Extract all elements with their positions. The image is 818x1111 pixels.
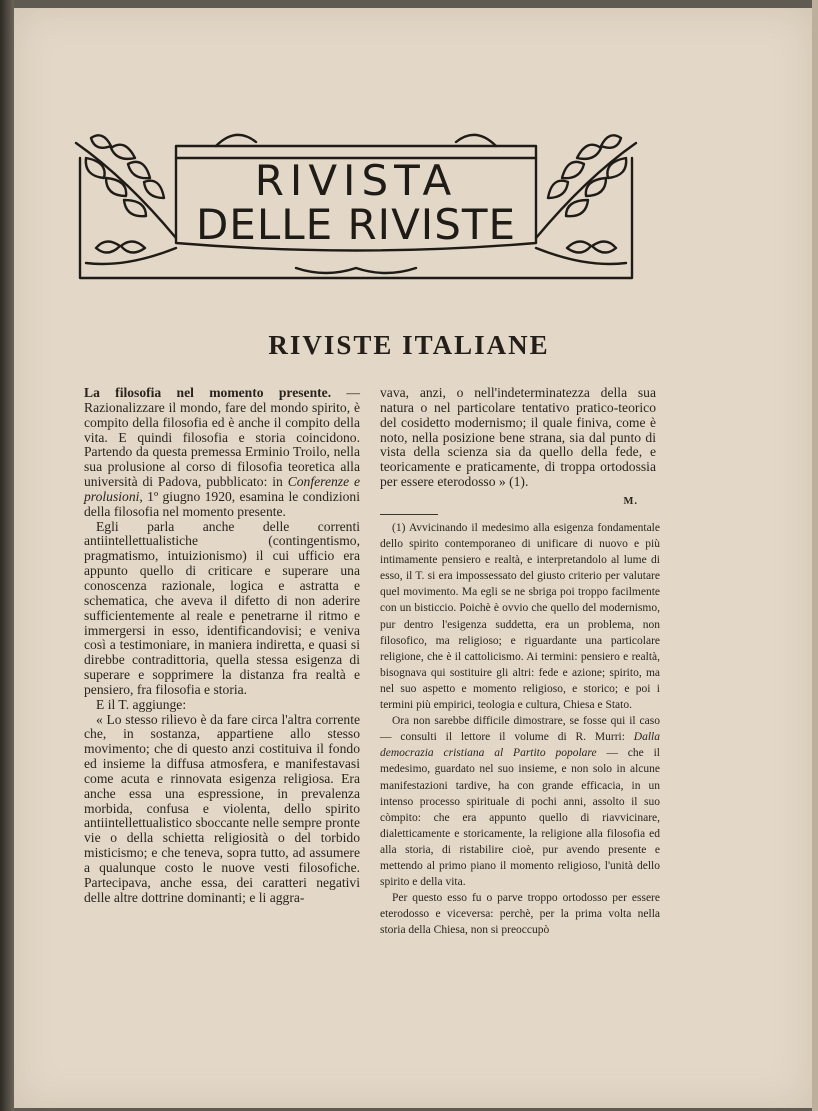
article-paragraph-3: E il T. aggiunge: [96, 696, 187, 712]
masthead-line-1: RIVISTA [254, 156, 458, 205]
section-title: RIVISTE ITALIANE [268, 330, 550, 360]
article-p1-end: , 1º giugno 1920, esamina le condizioni della filosofia nel momento presente. [84, 488, 360, 519]
footnote-rule [380, 514, 438, 515]
article-lead-title: La filosofia nel momento presente. [84, 385, 332, 400]
footnote-3: Per questo esso fu o parve troppo ortodosso per essere eterodosso e viceversa: perchè, per la prima volta nella storia della Chiesa, non si preoccupò [380, 892, 660, 937]
article-column-right [380, 386, 656, 490]
page-binding-edge [0, 0, 14, 1111]
masthead-line-2: DELLE RIVISTE [195, 200, 517, 249]
page-right-edge [812, 0, 818, 1111]
cited-book-title: Dalla democrazia cristiana al Partito popolare [380, 731, 660, 760]
footnotes [380, 520, 660, 938]
article-paragraph-4-continued: vava, anzi, o nell'indeterminatezza della sua natura o nel particolare tentativo pratico-teorico del cosidetto modernismo; il quale finiva, come è noto, nella posizione bene strana, sia dal punto di vista della scienza sia da quello della fede, e teoricamente e praticamente, di troppa ortodossia per essere eterodosso » (1). [380, 385, 656, 490]
footnote-2-text-b: — che il medesimo, guardato nel suo insieme, e non solo in alcune manifestazioni tardive, ha con grande efficacia, in un intenso processo spirituale di pochi anni, assolto il suo còmpito: che era appunto quello di riavvicinare, dialetticamente e storicamente, la religione alla filosofia ed alla storia, di ristabilire cioè, pur avendo presente e mettendo al primo piano il momento religioso, l'unità dello spirito e della vita. [380, 747, 660, 889]
publication-title: Conferenze e prolusioni [84, 474, 361, 504]
article-paragraph-4: « Lo stesso rilievo è da fare circa l'altra corrente che, in sostanza, appartiene allo stesso movimento; che di questo anzi costituiva il fondo ed insieme la diffusa atmosfera, e manifestavasi come acuta e rinnovata esigenza religiosa. Era anche essa una espressione, in prevalenza morbida, confusa e violenta, dello spirito antiintellettualistico sboccante nelle sempre pronte vie o della schietta religiosità o del torbido misticismo; e che teneva, sopra tutto, ad assumere a qualunque costo le nuove vesti filosofiche. Partecipava, anche essa, dei caratteri negativi delle altre dottrine dominanti; e li aggra- [84, 711, 360, 905]
footnote-2 [380, 713, 660, 890]
footnote-1: (1) Avvicinando il medesimo alla esigenza fondamentale dello spirito contemporaneo di unificare di nuovo e più intimamente pensiero e realtà, e interpretandolo al lume di esso, il T. si era impossessato del giusto criterio per valutare quel movimento. Ma egli se ne sbriga poi troppo facilmente con un bisticcio. Poichè è ovvio che quello del modernismo, pur dentro l'esigenza suddetta, era un problema, non filosofico, ma religioso; e riguardante una particolare religione, che è il cattolicismo. Ai termini: pensiero e realtà, bisognava qui sostituire gli altri: fede e azione; spirito, ma nel suo aspetto e momento religioso, e storico; e poi i termini più empirici, teologia e cultura, Chiesa e Stato. [380, 522, 660, 712]
article-paragraph-1 [84, 386, 360, 520]
article-column-left [84, 386, 360, 906]
article-p1-text: — Razionalizzare il mondo, fare del mondo spirito, è compito della filosofia ed è anche il compito della vita. E quindi filosofia e storia coincidono. Partendo da questa premessa Erminio Troilo, nella sua prolusione al corso di filosofia teoretica alla università di Padova, pubblicato: in [84, 385, 360, 490]
author-signature: M. [623, 496, 638, 507]
footnote-2-text-a: Ora non sarebbe difficile dimostrare, se fosse qui il caso — consulti il lettore il volume di R. Murri: [380, 715, 660, 744]
article-paragraph-2: Egli parla anche delle correnti antiintellettualistiche (contingentismo, pragmatismo, intuizionismo) il cui ufficio era appunto quello di criticare e superare una conoscenza razionale, logica e astratta e schematica, che aveva il difetto di non aderire sufficientemente al reale e penetrarne il ritmo e immergersi in esso, identificandovisi; e veniva così a testimoniare, in maniera indiretta, e quasi si direbbe contradittoria, quella stessa esigenza di superare e sopprimere la distanza fra realtà e pensiero, fra filosofia e storia. [84, 518, 360, 697]
masthead [66, 118, 646, 288]
